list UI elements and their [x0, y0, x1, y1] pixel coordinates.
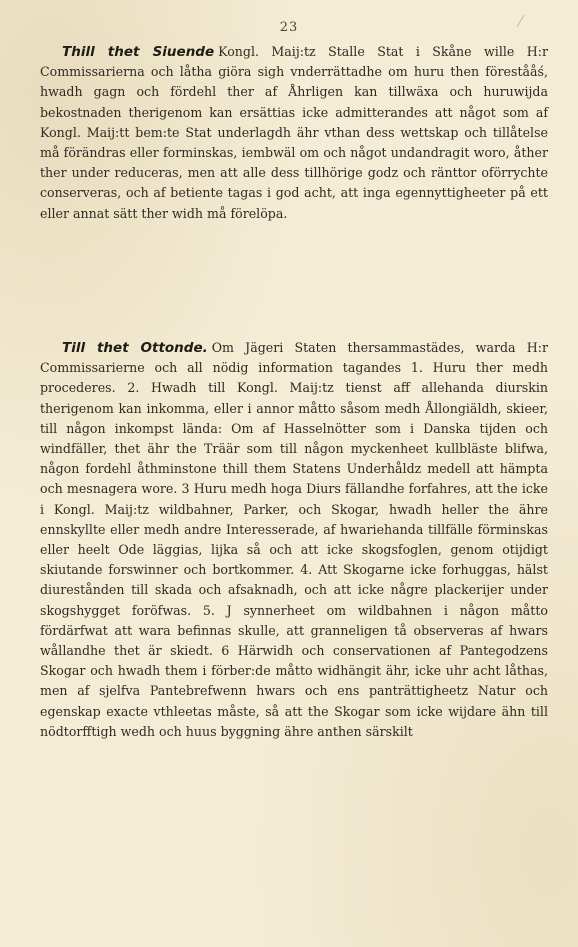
section-seventh	[40, 42, 548, 224]
section-body: Om Jägeri Staten thersammastädes, warda H:r Commissarierne och all nödig information tagandes 1. Huru ther medh procederes. 2. Hwadh till Kongl. Maij:tz tienst aff allehanda diurskin therigenom kan inkomma, eller i annor måtto såsom medh Ållongiäldh, skieer, till någon inkompst lända: Om af Hasselnötter som i Danska tijden och windfäller, thet ähr the Träär som till någon myckenheet kullbläste blifwa, någon fordehl åthminstone thill them Statens Underhåldz medell att hämpta och mesnagera wore. 3 Huru medh hoga Diurs fällandhe forfahres, att the icke i Kongl. Maij:tz wildbahner, Parker, och Skogar, hwadh heller the ähre ennskyllte eller medh andre Interesserade, af hwariehanda tillfälle förminskas eller heelt Ode läggias, lijka så och att icke skogsfoglen, genom otijdigt skiutande forswinner och bortkommer. 4. Att Skogarne icke forhuggas, hälst diurestånden till skada och afsaknadh, och att icke någre plackerijer under skogshygget foröfwas. 5. J synnerheet om wildbahnen i någon måtto fördärfwat att wara befinnas skulle, att granneligen tå observeras af hwars wållandhe thet är skiedt. 6 Härwidh och conservationen af Pantegodzens Skogar och hwadh them i förber:de måtto widhängit ähr, icke uhr acht låthas, men af sjelfva Pantebrefwenn hwars och ens panträttigheetz Natur och egenskap exacte vthleetas måste, så att the Skogar som icke wijdare ähn till nödtorfftigh wedh och huus byggning ähre anthen särskilt	[40, 340, 548, 739]
section-eighth	[40, 338, 548, 742]
page-number: 23	[279, 20, 299, 35]
section-heading: Thill thet Siuende	[62, 44, 215, 60]
section-heading: Till thet Ottonde.	[62, 340, 208, 356]
section-body: Kongl. Maij:tz Stalle Stat i Skåne wille H:r Commissarierna och låtha giöra sigh vnderrättadhe om huru then förestååś, hwadh gagn och fördehl ther af Åhrligen kan tillwäxa och huruwijda bekostnaden therigenom kan ersättias icke admitterandes att något som af Kongl. Maij:tt bem:te Stat underlagdh ähr vthan dess wettskap och tillåtelse må förändras eller forminskas, iembwäl om och något undandragit woro, åther ther under reduceras, men att alle dess tillhörige godz och ränttor oförrychte conserveras, och af betiente tagas i god acht, att inga egennyttigheeter på ett eller annat sätt ther widh må förelöpa.	[40, 44, 548, 221]
